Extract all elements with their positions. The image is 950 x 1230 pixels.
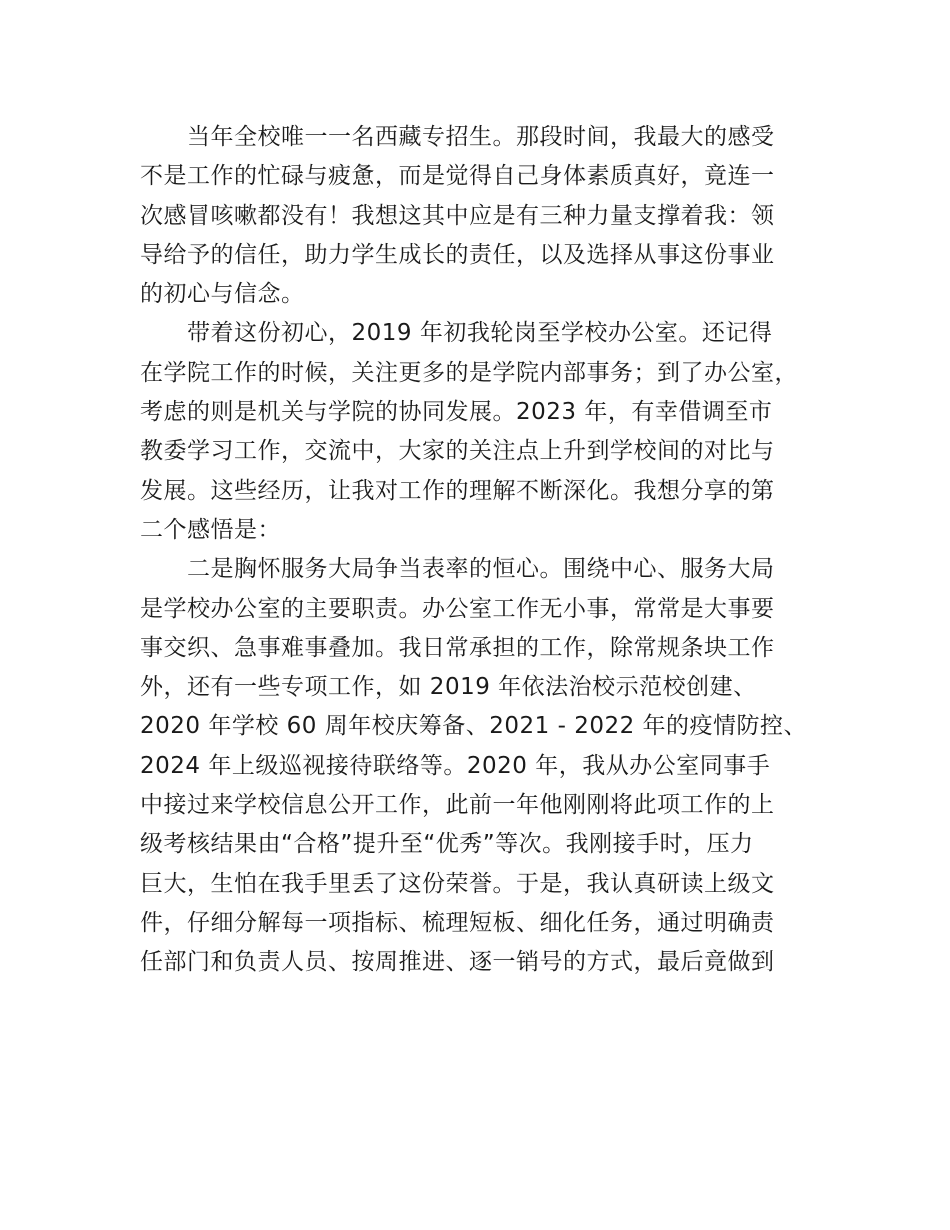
text-line: 发展。这些经历，让我对工作的理解不断深化。我想分享的第 [140, 477, 775, 504]
text-line: 导给予的信任，助力学生成长的责任，以及选择从事这份事业 [140, 241, 775, 268]
paragraph-2 [140, 314, 820, 550]
text-line: 中接过来学校信息公开工作，此前一年他刚刚将此项工作的上 [140, 792, 775, 819]
text-line: 不是工作的忙碌与疲惫，而是觉得自己身体素质真好，竟连一 [140, 163, 775, 190]
paragraph-3 [140, 550, 820, 982]
text-line: 外，还有一些专项工作，如 2019 年依法治校示范校创建、 [140, 674, 757, 701]
text-line: 级考核结果由“合格”提升至“优秀”等次。我刚接手时，压力 [140, 831, 754, 858]
document-body [140, 118, 820, 983]
text-line: 带着这份初心，2019 年初我轮岗至学校办公室。还记得 [187, 320, 773, 347]
text-line: 任部门和负责人员、按周推进、逐一销号的方式，最后竟做到 [140, 949, 775, 976]
text-line: 的初心与信念。 [140, 281, 305, 308]
text-line: 2020 年学校 60 周年校庆筹备、2021 - 2022 年的疫情防控、 [140, 713, 808, 740]
text-line: 件，仔细分解每一项指标、梳理短板、细化任务，通过明确责 [140, 909, 775, 936]
text-line: 教委学习工作，交流中，大家的关注点上升到学校间的对比与 [140, 438, 775, 465]
text-line: 二是胸怀服务大局争当表率的恒心。围绕中心、服务大局 [187, 556, 775, 583]
text-line: 是学校办公室的主要职责。办公室工作无小事，常常是大事要 [140, 595, 775, 622]
text-line: 巨大，生怕在我手里丢了这份荣誉。于是，我认真研读上级文 [140, 870, 775, 897]
paragraph-1 [140, 118, 820, 314]
text-line: 事交织、急事难事叠加。我日常承担的工作，除常规条块工作 [140, 634, 775, 661]
text-line: 二个感悟是： [140, 516, 281, 543]
text-line: 当年全校唯一一名西藏专招生。那段时间，我最大的感受 [187, 124, 775, 150]
text-line: 次感冒咳嗽都没有！我想这其中应是有三种力量支撑着我：领 [140, 202, 775, 229]
text-line: 在学院工作的时候，关注更多的是学院内部事务；到了办公室， [140, 359, 798, 386]
text-line: 考虑的则是机关与学院的协同发展。2023 年，有幸借调至市 [140, 399, 773, 426]
text-line: 2024 年上级巡视接待联络等。2020 年，我从办公室同事手 [140, 752, 771, 779]
